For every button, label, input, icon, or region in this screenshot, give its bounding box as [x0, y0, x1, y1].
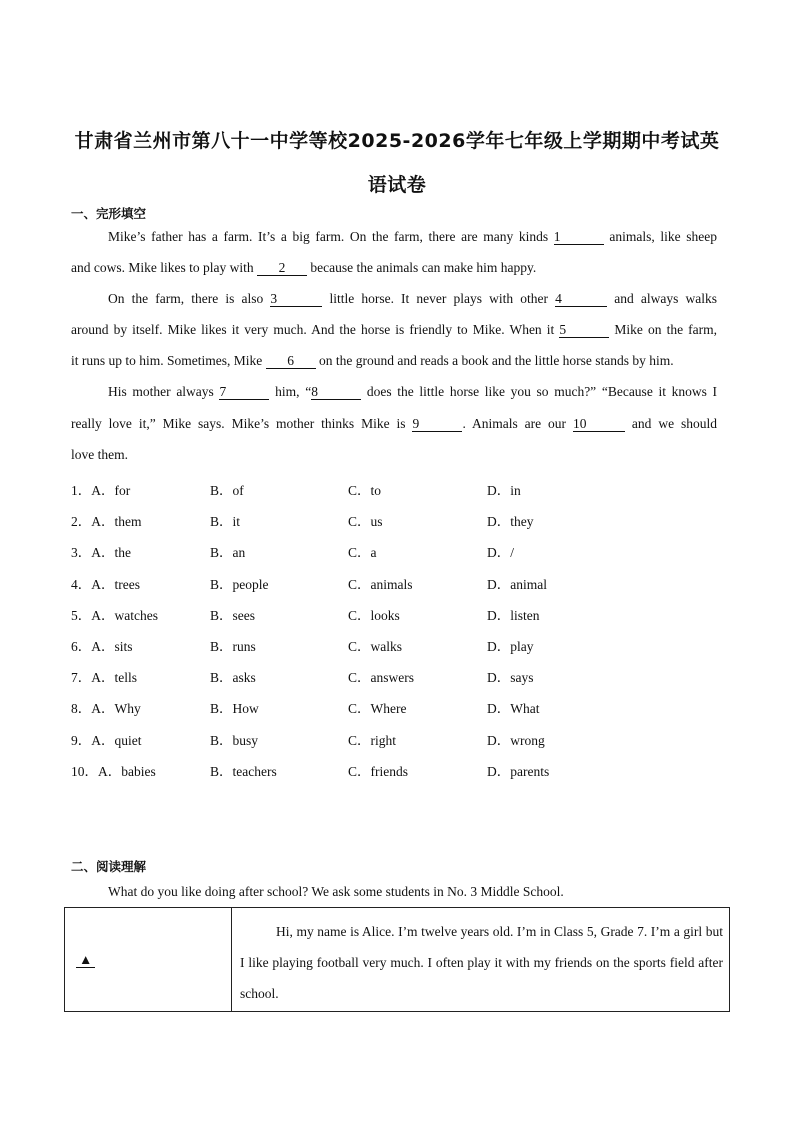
option-d[interactable]: D．animal: [487, 577, 547, 592]
option-b[interactable]: B．it: [210, 514, 241, 529]
blank-3[interactable]: 3: [270, 292, 322, 307]
option-a[interactable]: 3．A．the: [71, 545, 131, 560]
option-b[interactable]: B．of: [210, 483, 244, 498]
option-a[interactable]: 6．A．sits: [71, 639, 133, 654]
option-c[interactable]: C．walks: [348, 639, 402, 654]
passage-line: His mother always 7 him, “8 does the little horse like you so much?” “Because it knows I: [108, 384, 718, 399]
option-b[interactable]: B．runs: [210, 639, 256, 654]
option-c[interactable]: C．to: [348, 483, 382, 498]
option-d[interactable]: D．parents: [487, 764, 550, 779]
option-a[interactable]: 10．A．babies: [71, 764, 156, 779]
question-options-4: [71, 573, 591, 591]
option-b[interactable]: B．sees: [210, 608, 255, 623]
option-c[interactable]: C．right: [348, 733, 397, 748]
blank-4[interactable]: 4: [555, 292, 607, 307]
section2-heading: 二、阅读理解: [71, 859, 147, 874]
table-right-cell: [232, 908, 730, 1012]
option-c[interactable]: C．us: [348, 514, 383, 529]
passage-line: really love it,” Mike says. Mike’s mother thinks Mike is 9 . Animals are our 10 and we should: [71, 416, 717, 431]
passage-line: On the farm, there is also 3 little horse. It never plays with other 4 and always walks: [108, 291, 717, 306]
option-a[interactable]: 8．A．Why: [71, 701, 141, 716]
answer-marker[interactable]: ▲: [76, 953, 95, 968]
question-options-2: [71, 510, 591, 528]
option-c[interactable]: C．Where: [348, 701, 407, 716]
option-b[interactable]: B．people: [210, 577, 269, 592]
option-d[interactable]: D．in: [487, 483, 521, 498]
blank-7[interactable]: 7: [219, 385, 269, 400]
blank-1[interactable]: 1: [554, 230, 604, 245]
question-options-9: [71, 729, 591, 747]
option-c[interactable]: C．a: [348, 545, 377, 560]
exam-title-line2: 语试卷: [367, 174, 427, 196]
exam-title-line1: 甘肃省兰州市第八十一中学等校2025-2026学年七年级上学期期中考试英: [74, 130, 720, 152]
question-options-8: [71, 697, 591, 715]
option-a[interactable]: 5．A．watches: [71, 608, 158, 623]
passage-line: Mike’s father has a farm. It’s a big farm. On the farm, there are many kinds 1 animals, like sheep: [108, 229, 718, 244]
option-a[interactable]: 4．A．trees: [71, 577, 140, 592]
option-b[interactable]: B．busy: [210, 733, 259, 748]
option-b[interactable]: B．teachers: [210, 764, 277, 779]
question-options-7: [71, 666, 591, 684]
reading-intro: What do you like doing after school? We ask some students in No. 3 Middle School.: [108, 884, 564, 899]
option-b[interactable]: B．asks: [210, 670, 256, 685]
option-b[interactable]: B．an: [210, 545, 246, 560]
passage-line: and cows. Mike likes to play with 2 because the animals can make him happy.: [71, 260, 537, 275]
passage-line: it runs up to him. Sometimes, Mike 6 on the ground and reads a book and the little horse stands by him.: [71, 353, 674, 368]
section1-heading: 一、完形填空: [71, 206, 147, 221]
option-d[interactable]: D．/: [487, 545, 514, 560]
passage-line: love them.: [71, 447, 128, 462]
option-d[interactable]: D．says: [487, 670, 534, 685]
blank-8[interactable]: 8: [311, 385, 361, 400]
option-d[interactable]: D．wrong: [487, 733, 545, 748]
option-a[interactable]: 9．A．quiet: [71, 733, 142, 748]
reading-table: [64, 907, 730, 1012]
question-options-10: [71, 760, 591, 778]
option-d[interactable]: D．they: [487, 514, 534, 529]
blank-5[interactable]: 5: [559, 323, 609, 338]
blank-9[interactable]: 9: [412, 417, 462, 432]
option-c[interactable]: C．friends: [348, 764, 408, 779]
option-c[interactable]: C．looks: [348, 608, 400, 623]
question-options-3: [71, 541, 591, 559]
option-a[interactable]: 7．A．tells: [71, 670, 137, 685]
blank-6[interactable]: 6: [266, 354, 316, 369]
passage-line: around by itself. Mike likes it very much. And the horse is friendly to Mike. When it 5 Mike on the farm,: [71, 322, 717, 337]
option-d[interactable]: D．play: [487, 639, 534, 654]
blank-2[interactable]: 2: [257, 261, 307, 276]
question-options-6: [71, 635, 591, 653]
question-options-5: [71, 604, 591, 622]
table-left-cell: [65, 908, 232, 1012]
blank-10[interactable]: 10: [573, 417, 625, 432]
alice-paragraph: Hi, my name is Alice. I’m twelve years old. I’m in Class 5, Grade 7. I’m a girl but I like playing football very much. I often play it with my friends on the sports field after school.: [240, 924, 723, 1001]
option-d[interactable]: D．listen: [487, 608, 540, 623]
option-c[interactable]: C．animals: [348, 577, 413, 592]
question-options-1: [71, 479, 591, 497]
option-a[interactable]: 2．A．them: [71, 514, 142, 529]
option-d[interactable]: D．What: [487, 701, 540, 716]
option-b[interactable]: B．How: [210, 701, 259, 716]
option-a[interactable]: 1．A．for: [71, 483, 131, 498]
option-c[interactable]: C．answers: [348, 670, 414, 685]
